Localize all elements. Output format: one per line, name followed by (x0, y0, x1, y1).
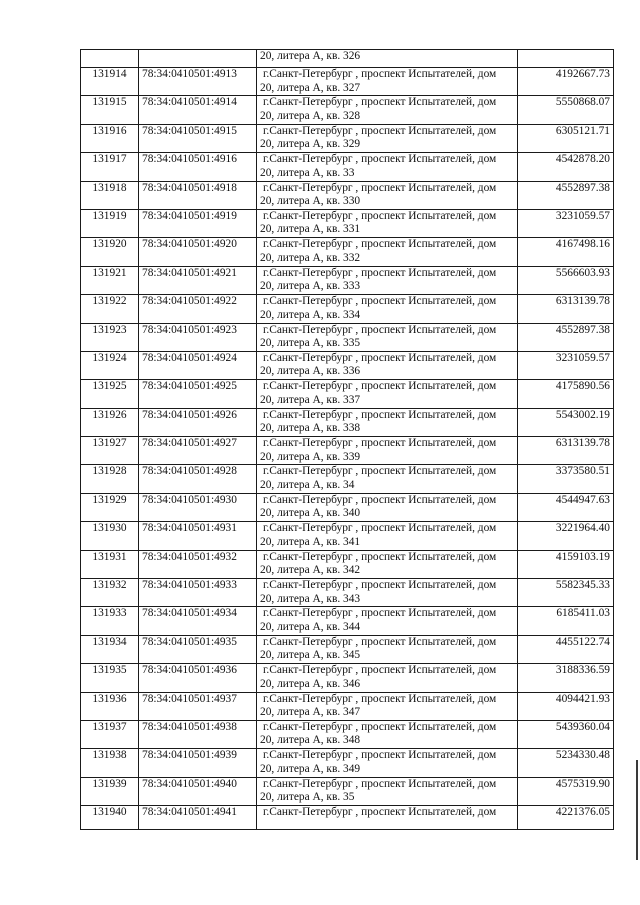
address-line2: 20, литера А, кв. 337 (260, 393, 361, 406)
cell-value: 6185411.03 (518, 607, 614, 635)
address-line2: 20, литера А, кв. 346 (260, 677, 361, 690)
cell-id: 131920 (81, 238, 139, 266)
cell-cadastral: 78:34:0410501:4935 (139, 635, 257, 663)
table-row (81, 351, 614, 379)
cell-id: 131923 (81, 323, 139, 351)
scan-edge-mark (636, 760, 638, 860)
cell-id: 131928 (81, 465, 139, 493)
address-line1: г.Санкт-Петербург , проспект Испытателей, дом (263, 323, 497, 336)
cell-value: 4175890.56 (518, 380, 614, 408)
cell-address (257, 181, 518, 209)
address-line2: 20, литера А, кв. 330 (260, 195, 361, 208)
table-row (81, 153, 614, 181)
cell-id: 131931 (81, 550, 139, 578)
address-line1: г.Санкт-Петербург , проспект Испытателей, дом (263, 68, 497, 80)
address-line2: 20, литера А, кв. 349 (260, 762, 361, 775)
cell-id: 131926 (81, 408, 139, 436)
cell-id (81, 50, 139, 68)
address-line2: 20, литера А, кв. 342 (260, 564, 361, 577)
cell-value: 5550868.07 (518, 96, 614, 124)
address-line1: г.Санкт-Петербург , проспект Испытателей, дом (263, 209, 497, 222)
cell-value: 6305121.71 (518, 124, 614, 152)
address-line2: 20, литера А, кв. 339 (260, 450, 361, 463)
cell-value: 4552897.38 (518, 323, 614, 351)
cell-value: 6313139.78 (518, 295, 614, 323)
property-table (80, 49, 614, 830)
cell-id: 131916 (81, 124, 139, 152)
table-row (81, 692, 614, 720)
address-line2: 20, литера А, кв. 347 (260, 706, 361, 719)
address-line2: 20, литера А, кв. 344 (260, 620, 361, 633)
address-line1: г.Санкт-Петербург , проспект Испытателей, дом (263, 806, 497, 819)
cell-address (257, 266, 518, 294)
address-line2: 20, литера А, кв. 331 (260, 223, 361, 236)
cell-address (257, 96, 518, 124)
cell-id: 131925 (81, 380, 139, 408)
table-row (81, 295, 614, 323)
cell-cadastral: 78:34:0410501:4931 (139, 522, 257, 550)
table-row (81, 238, 614, 266)
address-line2: 20, литера А, кв. 327 (260, 81, 361, 94)
address-line1: г.Санкт-Петербург , проспект Испытателей, дом (263, 777, 497, 790)
cell-cadastral: 78:34:0410501:4915 (139, 124, 257, 152)
cell-cadastral: 78:34:0410501:4923 (139, 323, 257, 351)
cell-id: 131927 (81, 437, 139, 465)
table-body (81, 50, 614, 830)
table-row (81, 749, 614, 777)
cell-address (257, 380, 518, 408)
cell-id: 131919 (81, 209, 139, 237)
cell-address (257, 153, 518, 181)
table-row (81, 550, 614, 578)
cell-address (257, 522, 518, 550)
address-line2: 20, литера А, кв. 333 (260, 280, 361, 293)
cell-id: 131938 (81, 749, 139, 777)
cell-value: 5234330.48 (518, 749, 614, 777)
cell-address (257, 408, 518, 436)
cell-value: 3373580.51 (518, 465, 614, 493)
cell-value: 6313139.78 (518, 437, 614, 465)
cell-cadastral: 78:34:0410501:4930 (139, 493, 257, 521)
table-row (81, 181, 614, 209)
cell-value: 5582345.33 (518, 579, 614, 607)
address-line1: г.Санкт-Петербург , проспект Испытателей, дом (263, 720, 497, 733)
cell-address (257, 749, 518, 777)
cell-cadastral: 78:34:0410501:4936 (139, 664, 257, 692)
table-row (81, 664, 614, 692)
cell-cadastral: 78:34:0410501:4933 (139, 579, 257, 607)
table-row (81, 96, 614, 124)
address-line1: г.Санкт-Петербург , проспект Испытателей, дом (263, 493, 497, 506)
table-row (81, 522, 614, 550)
cell-cadastral: 78:34:0410501:4916 (139, 153, 257, 181)
cell-address (257, 635, 518, 663)
address-line2: 20, литера А, кв. 343 (260, 592, 361, 605)
cell-id: 131932 (81, 579, 139, 607)
cell-cadastral: 78:34:0410501:4941 (139, 806, 257, 830)
table-row (81, 493, 614, 521)
cell-address (257, 806, 518, 830)
cell-address (257, 437, 518, 465)
cell-cadastral: 78:34:0410501:4927 (139, 437, 257, 465)
table-row (81, 806, 614, 830)
cell-id: 131933 (81, 607, 139, 635)
address-line1: г.Санкт-Петербург , проспект Испытателей, дом (263, 465, 497, 478)
cell-cadastral: 78:34:0410501:4928 (139, 465, 257, 493)
cell-cadastral: 78:34:0410501:4920 (139, 238, 257, 266)
cell-address (257, 68, 518, 96)
address-line2: 20, литера А, кв. 33 (260, 166, 355, 179)
address-line1: г.Санкт-Петербург , проспект Испытателей, дом (263, 96, 497, 109)
cell-value: 4167498.16 (518, 238, 614, 266)
address-line2: 20, литера А, кв. 341 (260, 535, 361, 548)
address-line2: 20, литера А, кв. 340 (260, 507, 361, 520)
address-line1: г.Санкт-Петербург , проспект Испытателей, дом (263, 266, 497, 279)
cell-id: 131935 (81, 664, 139, 692)
address-line1: г.Санкт-Петербург , проспект Испытателей, дом (263, 522, 497, 535)
cell-value: 4192667.73 (518, 68, 614, 96)
table-row (81, 465, 614, 493)
address-line1: г.Санкт-Петербург , проспект Испытателей, дом (263, 692, 497, 705)
cell-value: 4455122.74 (518, 635, 614, 663)
cell-id: 131937 (81, 720, 139, 748)
address-line2: 20, литера А, кв. 326 (260, 50, 361, 62)
address-line1: г.Санкт-Петербург , проспект Испытателей, дом (263, 664, 497, 677)
cell-value: 5439360.04 (518, 720, 614, 748)
address-line2: 20, литера А, кв. 34 (260, 478, 355, 491)
cell-address (257, 124, 518, 152)
address-line1: г.Санкт-Петербург , проспект Испытателей, дом (263, 749, 497, 762)
cell-address (257, 664, 518, 692)
cell-value: 4159103.19 (518, 550, 614, 578)
cell-cadastral: 78:34:0410501:4919 (139, 209, 257, 237)
table-row (81, 607, 614, 635)
cell-address (257, 238, 518, 266)
cell-address (257, 550, 518, 578)
cell-cadastral: 78:34:0410501:4925 (139, 380, 257, 408)
address-line1: г.Санкт-Петербург , проспект Испытателей, дом (263, 181, 497, 194)
address-line1: г.Санкт-Петербург , проспект Испытателей, дом (263, 635, 497, 648)
address-line1: г.Санкт-Петербург , проспект Испытателей, дом (263, 238, 497, 251)
cell-id: 131940 (81, 806, 139, 830)
address-line2: 20, литера А, кв. 348 (260, 734, 361, 747)
cell-cadastral: 78:34:0410501:4921 (139, 266, 257, 294)
address-line2: 20, литера А, кв. 35 (260, 791, 355, 804)
address-line1: г.Санкт-Петербург , проспект Испытателей, дом (263, 579, 497, 592)
cell-id: 131921 (81, 266, 139, 294)
cell-value: 5566603.93 (518, 266, 614, 294)
cell-address (257, 579, 518, 607)
cell-address (257, 607, 518, 635)
cell-cadastral: 78:34:0410501:4932 (139, 550, 257, 578)
cell-value: 4094421.93 (518, 692, 614, 720)
table-row (81, 579, 614, 607)
cell-cadastral: 78:34:0410501:4926 (139, 408, 257, 436)
address-line1: г.Санкт-Петербург , проспект Испытателей, дом (263, 607, 497, 620)
cell-value (518, 50, 614, 68)
cell-id: 131914 (81, 68, 139, 96)
cell-id: 131936 (81, 692, 139, 720)
cell-cadastral: 78:34:0410501:4934 (139, 607, 257, 635)
table-row (81, 437, 614, 465)
address-line2: 20, литера А, кв. 328 (260, 109, 361, 122)
cell-value: 5543002.19 (518, 408, 614, 436)
cell-cadastral: 78:34:0410501:4937 (139, 692, 257, 720)
cell-value: 3231059.57 (518, 209, 614, 237)
table-row (81, 380, 614, 408)
cell-address (257, 50, 518, 68)
cell-value: 4221376.05 (518, 806, 614, 830)
address-line2: 20, литера А, кв. 335 (260, 337, 361, 350)
cell-id: 131930 (81, 522, 139, 550)
address-line1: г.Санкт-Петербург , проспект Испытателей, дом (263, 295, 497, 308)
address-line2: 20, литера А, кв. 338 (260, 422, 361, 435)
cell-value: 4552897.38 (518, 181, 614, 209)
cell-id: 131934 (81, 635, 139, 663)
address-line2: 20, литера А, кв. 329 (260, 138, 361, 151)
cell-cadastral: 78:34:0410501:4913 (139, 68, 257, 96)
cell-id: 131917 (81, 153, 139, 181)
address-line2: 20, литера А, кв. 336 (260, 365, 361, 378)
cell-cadastral: 78:34:0410501:4939 (139, 749, 257, 777)
cell-cadastral: 78:34:0410501:4940 (139, 777, 257, 805)
cell-id: 131918 (81, 181, 139, 209)
cell-cadastral: 78:34:0410501:4924 (139, 351, 257, 379)
cell-address (257, 295, 518, 323)
cell-address (257, 692, 518, 720)
table-row (81, 68, 614, 96)
table-row (81, 209, 614, 237)
cell-cadastral (139, 50, 257, 68)
cell-address (257, 209, 518, 237)
table-row (81, 777, 614, 805)
cell-id: 131924 (81, 351, 139, 379)
address-line2: 20, литера А, кв. 334 (260, 308, 361, 321)
address-line1: г.Санкт-Петербург , проспект Испытателей, дом (263, 437, 497, 450)
cell-value: 3188336.59 (518, 664, 614, 692)
cell-cadastral: 78:34:0410501:4918 (139, 181, 257, 209)
table-row-continued (81, 50, 614, 68)
cell-cadastral: 78:34:0410501:4914 (139, 96, 257, 124)
cell-value: 3221964.40 (518, 522, 614, 550)
cell-address (257, 323, 518, 351)
table-row (81, 323, 614, 351)
cell-address (257, 720, 518, 748)
table-row (81, 635, 614, 663)
cell-id: 131939 (81, 777, 139, 805)
cell-value: 3231059.57 (518, 351, 614, 379)
cell-id: 131929 (81, 493, 139, 521)
cell-address (257, 493, 518, 521)
address-line1: г.Санкт-Петербург , проспект Испытателей, дом (263, 124, 497, 137)
cell-address (257, 351, 518, 379)
address-line2: 20, литера А, кв. 345 (260, 649, 361, 662)
cell-value: 4542878.20 (518, 153, 614, 181)
address-line1: г.Санкт-Петербург , проспект Испытателей, дом (263, 550, 497, 563)
address-line1: г.Санкт-Петербург , проспект Испытателей, дом (263, 351, 497, 364)
cell-cadastral: 78:34:0410501:4922 (139, 295, 257, 323)
cell-id: 131915 (81, 96, 139, 124)
address-line2: 20, литера А, кв. 332 (260, 251, 361, 264)
address-line1: г.Санкт-Петербург , проспект Испытателей, дом (263, 408, 497, 421)
cell-id: 131922 (81, 295, 139, 323)
cell-cadastral: 78:34:0410501:4938 (139, 720, 257, 748)
cell-address (257, 777, 518, 805)
cell-value: 4575319.90 (518, 777, 614, 805)
table-row (81, 720, 614, 748)
table-row (81, 266, 614, 294)
cell-address (257, 465, 518, 493)
address-line1: г.Санкт-Петербург , проспект Испытателей, дом (263, 153, 497, 166)
table-row (81, 408, 614, 436)
address-line1: г.Санкт-Петербург , проспект Испытателей, дом (263, 380, 497, 393)
table-row (81, 124, 614, 152)
cell-value: 4544947.63 (518, 493, 614, 521)
